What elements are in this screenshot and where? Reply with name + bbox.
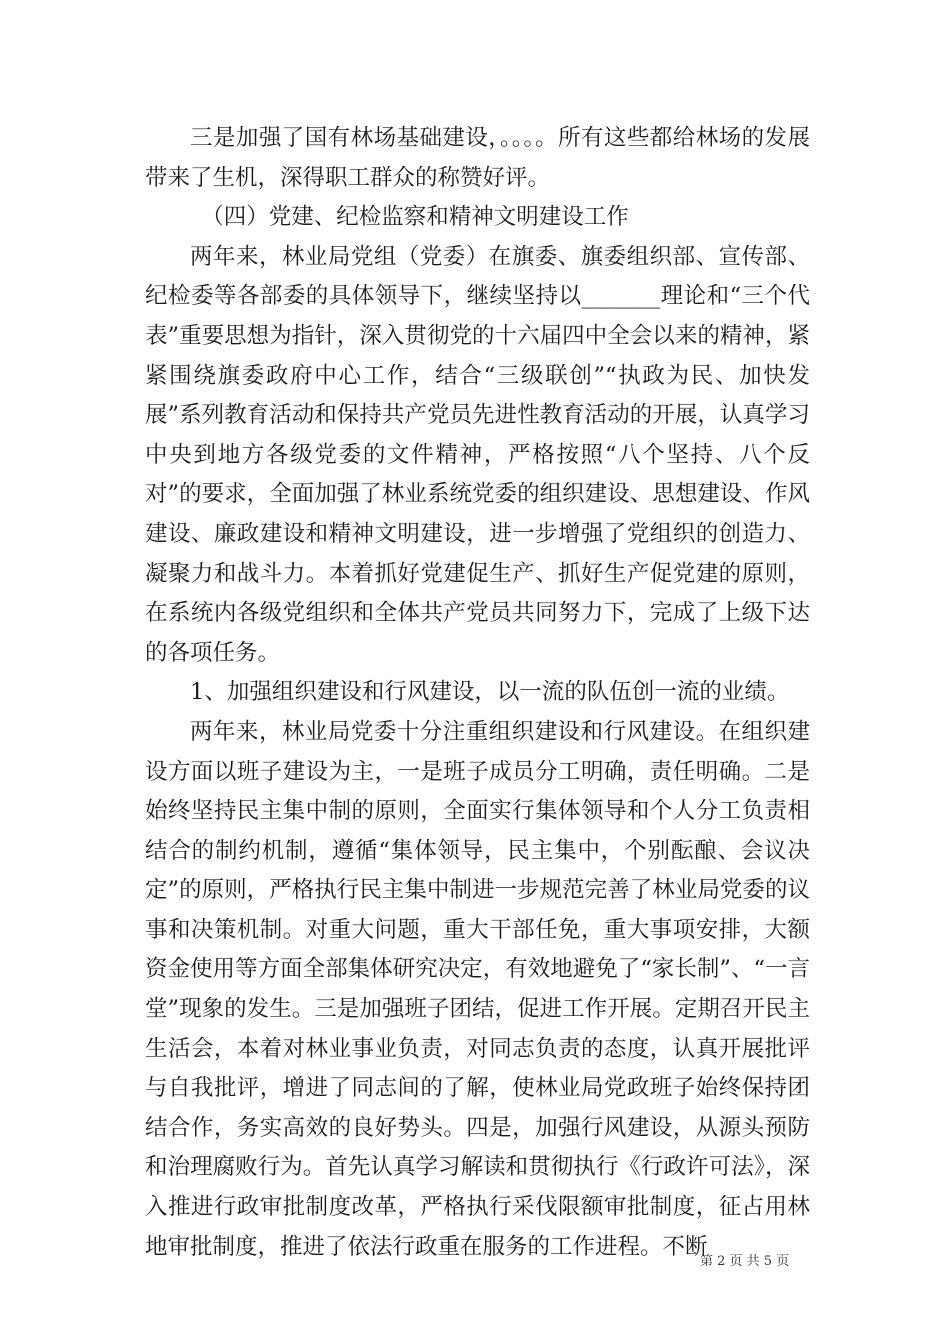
subheading-organization-building: 1、加强组织建设和行风建设，以一流的队伍创一流的业绩。 [190, 679, 790, 706]
paragraph-organization-details: 两年来，林业局党委十分注重组织建设和行风建设。在组织建设方面以班子建设为主，一是班子成员分工明确，责任明确。二是始终坚持民主集中制的原则，全面实行集体领导和个人分工负责相结合的制约机制，遵循“集体领导，民主集中，个别酝酿、会议决定”的原则，严格执行民主集中制进一步规范完善了林业局党委的议事和决策机制。对重大问题，重大干部任免，重大事项安排，大额资金使用等方面全部集体研究决定，有效地避免了“家长制”、“一言堂”现象的发生。三是加强班子团结，促进工作开展。定期召开民主生活会，本着对林业事业负责，对同志负责的态度，认真开展批评与自我批评，增进了同志间的了解，使林业局党政班子始终保持团结合作，务实高效的良好势头。四是，加强行风建设，从源头预防和治理腐败行为。首先认真学习解读和贯彻执行《行政许可法》，深入推进行政审批制度改革，严格执行采伐限额审批制度，征占用林地审批制度，推进了依法行政重在服务的工作进程。不断 [145, 718, 810, 1260]
page-number-footer: 第 2 页 共 5 页 [700, 1254, 790, 1269]
paragraph-party-committee-overview: 两年来，林业局党组（党委）在旗委、旗委组织部、宣传部、纪检委等各部委的具体领导下，继续坚持以_______理论和“三个代表”重要思想为指针，深入贯彻党的十六届四中全会以来的精神，紧紧围绕旗委政府中心工作，结合“三级联创”“执政为民、加快发展”系列教育活动和保持共产党员先进性教育活动的开展，认真学习中央到地方各级党委的文件精神，严格按照“八个坚持、八个反对”的要求，全面加强了林业系统党委的组织建设、思想建设、作风建设、廉政建设和精神文明建设，进一步增强了党组织的创造力、凝聚力和战斗力。本着抓好党建促生产、抓好生产促党建的原则，在系统内各级党组织和全体共产党员共同努力下，完成了上级下达的各项任务。 [145, 243, 810, 666]
document-body [145, 119, 810, 1267]
section-heading-party-building: （四）党建、纪检监察和精神文明建设工作 [201, 204, 629, 231]
paragraph-forest-farm-construction: 三是加强了国有林场基础建设，。。。。所有这些都给林场的发展带来了生机，深得职工群众的称赞好评。 [145, 125, 810, 191]
